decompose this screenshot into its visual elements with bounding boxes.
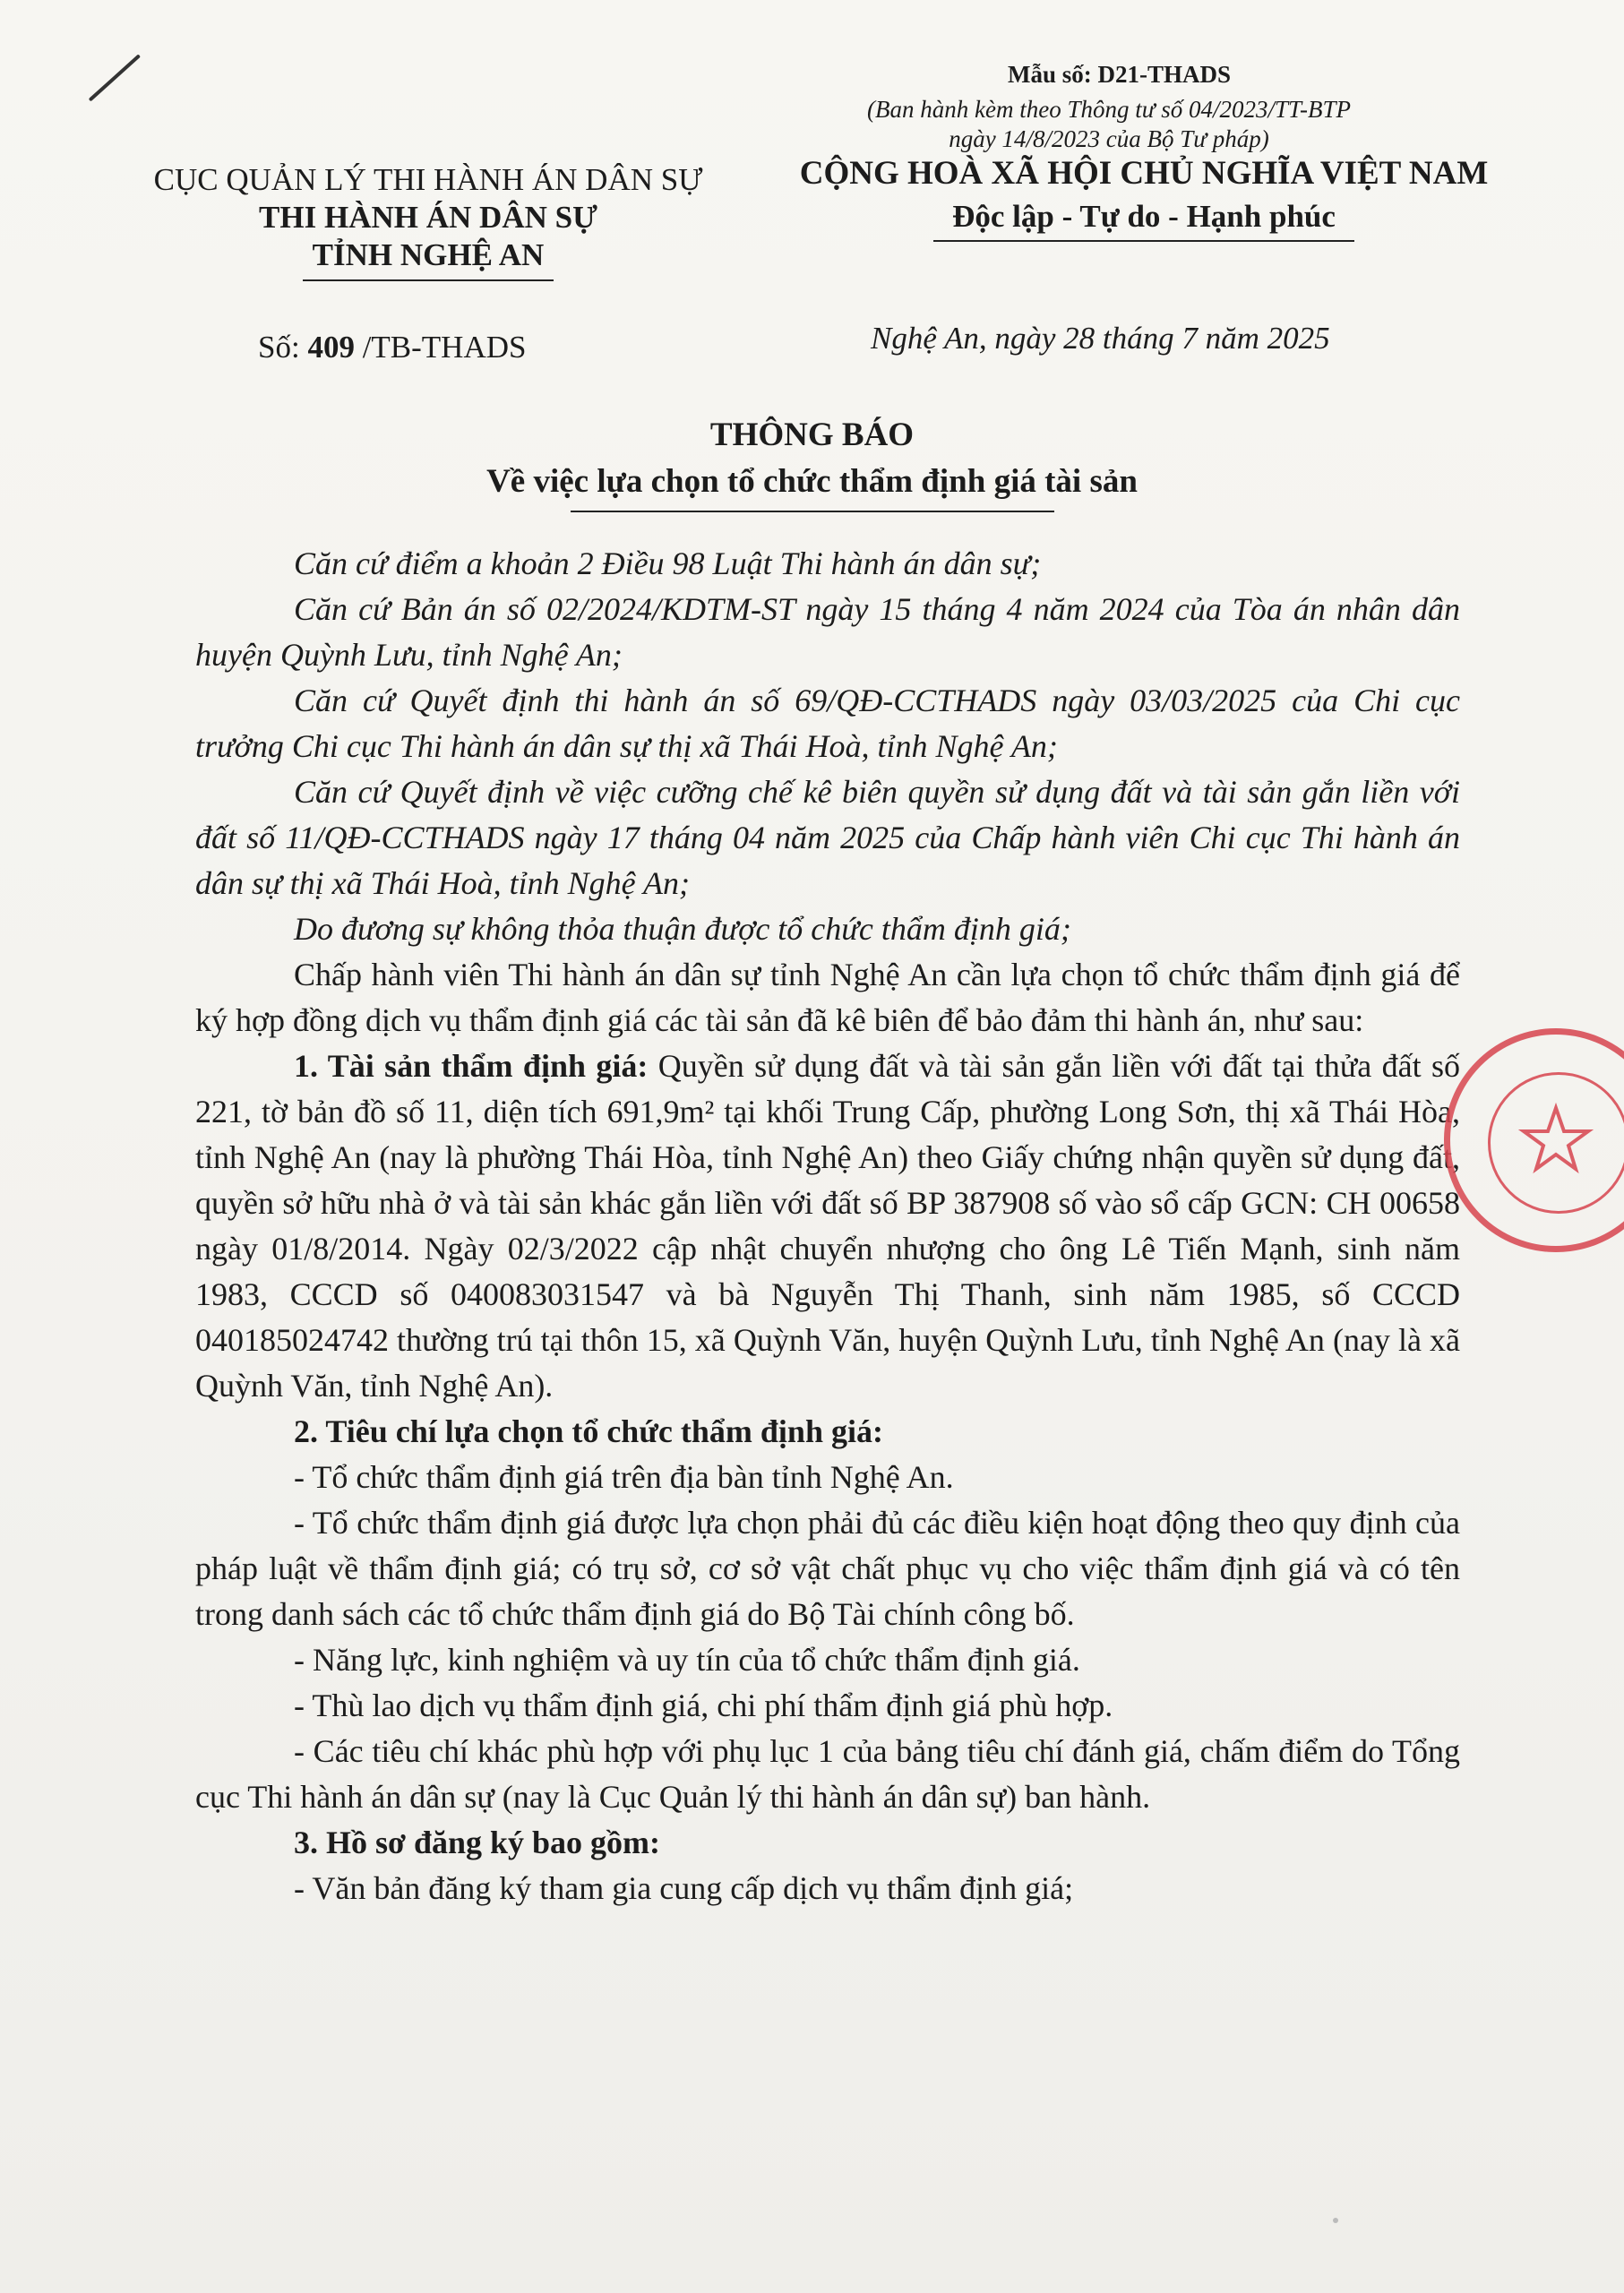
- form-code: Mẫu số: D21-THADS: [1008, 61, 1232, 88]
- criteria-item: - Năng lực, kinh nghiệm và uy tín của tổ chức thẩm định giá.: [294, 1642, 1080, 1678]
- national-motto: Độc lập - Tự do - Hạnh phúc: [952, 199, 1336, 234]
- agency-underline: [303, 279, 554, 281]
- section-2-heading: [195, 1409, 1460, 1455]
- place-date: Nghệ An, ngày 28 tháng 7 năm 2025: [871, 321, 1330, 356]
- agency-line1: CỤC QUẢN LÝ THI HÀNH ÁN DÂN SỰ: [153, 162, 703, 197]
- agency-line3: TỈNH NGHỆ AN: [312, 237, 545, 272]
- agency-line2: THI HÀNH ÁN DÂN SỰ: [259, 200, 597, 235]
- criteria-item: - Tổ chức thẩm định giá trên địa bàn tỉnh Nghệ An.: [294, 1459, 954, 1495]
- basis-1: Căn cứ điểm a khoản 2 Điều 98 Luật Thi hành án dân sự;: [294, 545, 1042, 581]
- agency-header: [106, 161, 751, 281]
- title-main: THÔNG BÁO: [709, 417, 915, 453]
- form-note-line1: (Ban hành kèm theo Thông tư số 04/2023/TT-BTP: [867, 96, 1351, 123]
- criteria-item: - Thù lao dịch vụ thẩm định giá, chi phí thẩm định giá phù hợp.: [294, 1688, 1113, 1723]
- document-body: [195, 541, 1460, 1911]
- section-1-text: Quyền sử dụng đất và tài sản gắn liền với đất tại thửa đất số 221, tờ bản đồ số 11, diện tích 691,9m² tại khối Trung Cấp, phường Long Sơn, thị xã Thái Hòa, tỉnh Nghệ An (nay là phường Thái Hòa, tỉnh Nghệ An) theo Giấy chứng nhận quyền sử dụng đất, quyền sở hữu nhà ở và tài sản khác gắn liền với đất số BP 387908 số vào sổ cấp GCN: CH 00658 ngày 01/8/2014. Ngày 02/3/2022 cập nhật chuyển nhượng cho ông Lê Tiến Mạnh, sinh năm 1983, CCCD số 040083031547 và bà Nguyễn Thị Thanh, sinh năm 1985, số CCCD 040185024742 thường trú tại thôn 15, xã Quỳnh Văn, huyện Quỳnh Lưu, tỉnh Nghệ An (nay là xã Quỳnh Văn, tỉnh Nghệ An).: [195, 1048, 1461, 1404]
- title-sub: Về việc lựa chọn tổ chức thẩm định giá tài sản: [486, 463, 1138, 500]
- national-header: [772, 152, 1516, 242]
- section-1-heading: 1. Tài sản thẩm định giá:: [294, 1048, 649, 1084]
- national-title: CỘNG HOÀ XÃ HỘI CHỦ NGHĨA VIỆT NAM: [799, 155, 1489, 192]
- dossier-item: - Văn bản đăng ký tham gia cung cấp dịch vụ thẩm định giá;: [294, 1870, 1074, 1906]
- section-3-heading-text: 3. Hồ sơ đăng ký bao gồm:: [294, 1825, 661, 1860]
- section-1: [195, 1043, 1460, 1409]
- section-3-heading: [195, 1820, 1460, 1866]
- form-note: [858, 95, 1360, 154]
- basis-3: Căn cứ Quyết định thi hành án số 69/QĐ-CCTHADS ngày 03/03/2025 của Chi cục trưởng Chi cục Thi hành án dân sự thị xã Thái Hoà, tỉnh Nghệ An;: [195, 683, 1460, 764]
- scan-speck: [1333, 2218, 1338, 2223]
- motto-underline: [933, 240, 1354, 242]
- doc-number-value: 409: [307, 330, 355, 365]
- criteria-item: - Tổ chức thẩm định giá được lựa chọn phải đủ các điều kiện hoạt động theo quy định của pháp luật về thẩm định giá; có trụ sở, cơ sở vật chất phục vụ cho việc thẩm định giá và có tên trong danh sách các tổ chức thẩm định giá do Bộ Tài chính công bố.: [195, 1505, 1460, 1632]
- basis-5: Do đương sự không thỏa thuận được tổ chức thẩm định giá;: [294, 911, 1071, 947]
- pen-mark: [89, 54, 141, 101]
- criteria-item: - Các tiêu chí khác phù hợp với phụ lục 1 của bảng tiêu chí đánh giá, chấm điểm do Tổng cục Thi hành án dân sự (nay là Cục Quản lý thi hành án dân sự) ban hành.: [195, 1733, 1460, 1815]
- basis-2: Căn cứ Bản án số 02/2024/KDTM-ST ngày 15 tháng 4 năm 2024 của Tòa án nhân dân huyện Quỳnh Lưu, tỉnh Nghệ An;: [195, 591, 1460, 673]
- red-seal-stamp: [1444, 1028, 1624, 1252]
- doc-number-prefix: Số:: [258, 330, 300, 365]
- seal-star-icon: [1450, 1035, 1624, 1246]
- title-underline: [571, 511, 1054, 512]
- document-title: [0, 412, 1624, 512]
- doc-number-suffix: /TB-THADS: [362, 330, 527, 365]
- intro-paragraph: Chấp hành viên Thi hành án dân sự tỉnh Nghệ An cần lựa chọn tổ chức thẩm định giá để ký hợp đồng dịch vụ thẩm định giá các tài sản đã kê biên để bảo đảm thi hành án, như sau:: [195, 957, 1460, 1038]
- document-number: [258, 330, 526, 365]
- section-2-heading-text: 2. Tiêu chí lựa chọn tổ chức thẩm định giá:: [294, 1413, 883, 1449]
- form-note-line2: ngày 14/8/2023 của Bộ Tư pháp): [949, 125, 1269, 152]
- basis-4: Căn cứ Quyết định về việc cưỡng chế kê biên quyền sử dụng đất và tài sản gắn liền với đất số 11/QĐ-CCTHADS ngày 17 tháng 04 năm 2025 của Chấp hành viên Chi cục Thi hành án dân sự thị xã Thái Hoà, tỉnh Nghệ An;: [195, 774, 1460, 901]
